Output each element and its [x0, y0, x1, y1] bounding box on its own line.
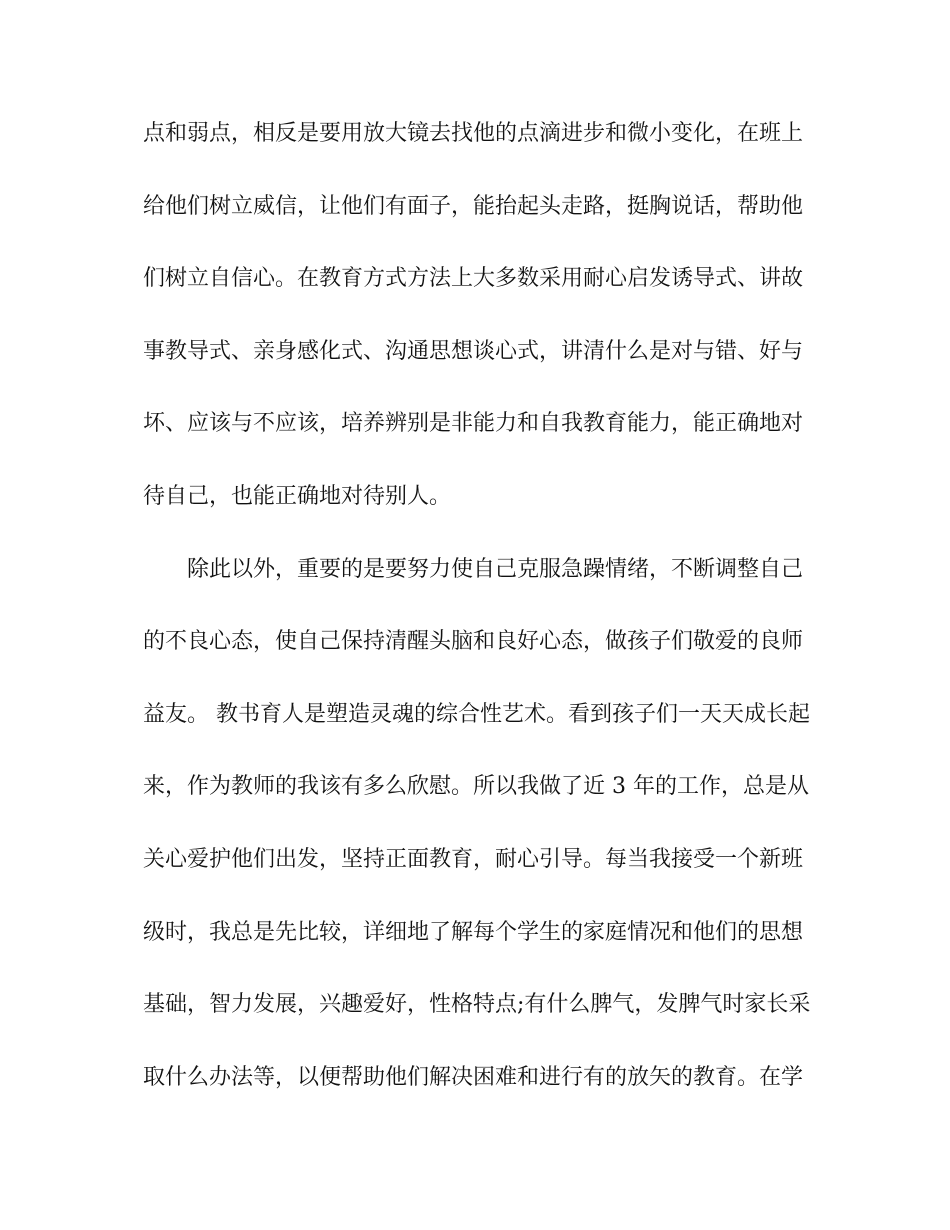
paragraph-first-line: 除此以外，重要的是要努力使自己克服急躁情绪，不断调整自己: [187, 556, 804, 582]
text-line: 来，作为教师的我该有多么欣慰。所以我做了近 3 年的工作，总是从: [143, 774, 809, 800]
text-line: 点和弱点，相反是要用放大镜去找他的点滴进步和微小变化，在班上: [143, 121, 804, 146]
text-line: 事教导式、亲身感化式、沟通思想谈心式，讲清什么是对与错、好与: [143, 338, 804, 364]
text-line: 的不良心态，使自己保持清醒头脑和良好心态，做孩子们敬爱的良师: [143, 629, 804, 655]
text-line: 们树立自信心。在教育方式方法上大多数采用耐心启发诱导式、讲故: [143, 266, 804, 292]
text-line: 关心爱护他们出发，坚持正面教育，耐心引导。每当我接受一个新班: [143, 846, 804, 872]
text-line: 取什么办法等，以便帮助他们解决困难和进行有的放矢的教育。在学: [143, 1064, 804, 1090]
body-text: [143, 122, 813, 1138]
text-line: 待自己，也能正确地对待别人。: [143, 483, 452, 509]
text-line: 基础，智力发展，兴趣爱好，性格特点;有什么脾气，发脾气时家长采: [143, 992, 811, 1018]
text-line: 给他们树立威信，让他们有面子，能抬起头走路，挺胸说话，帮助他: [143, 193, 804, 219]
text-line: 益友。 教书育人是塑造灵魂的综合性艺术。看到孩子们一天天成长起: [143, 701, 810, 727]
text-line: 级时，我总是先比较，详细地了解每个学生的家庭情况和他们的思想: [143, 919, 804, 945]
text-line: 坏、应该与不应该，培养辨别是非能力和自我教育能力，能正确地对: [143, 411, 804, 437]
